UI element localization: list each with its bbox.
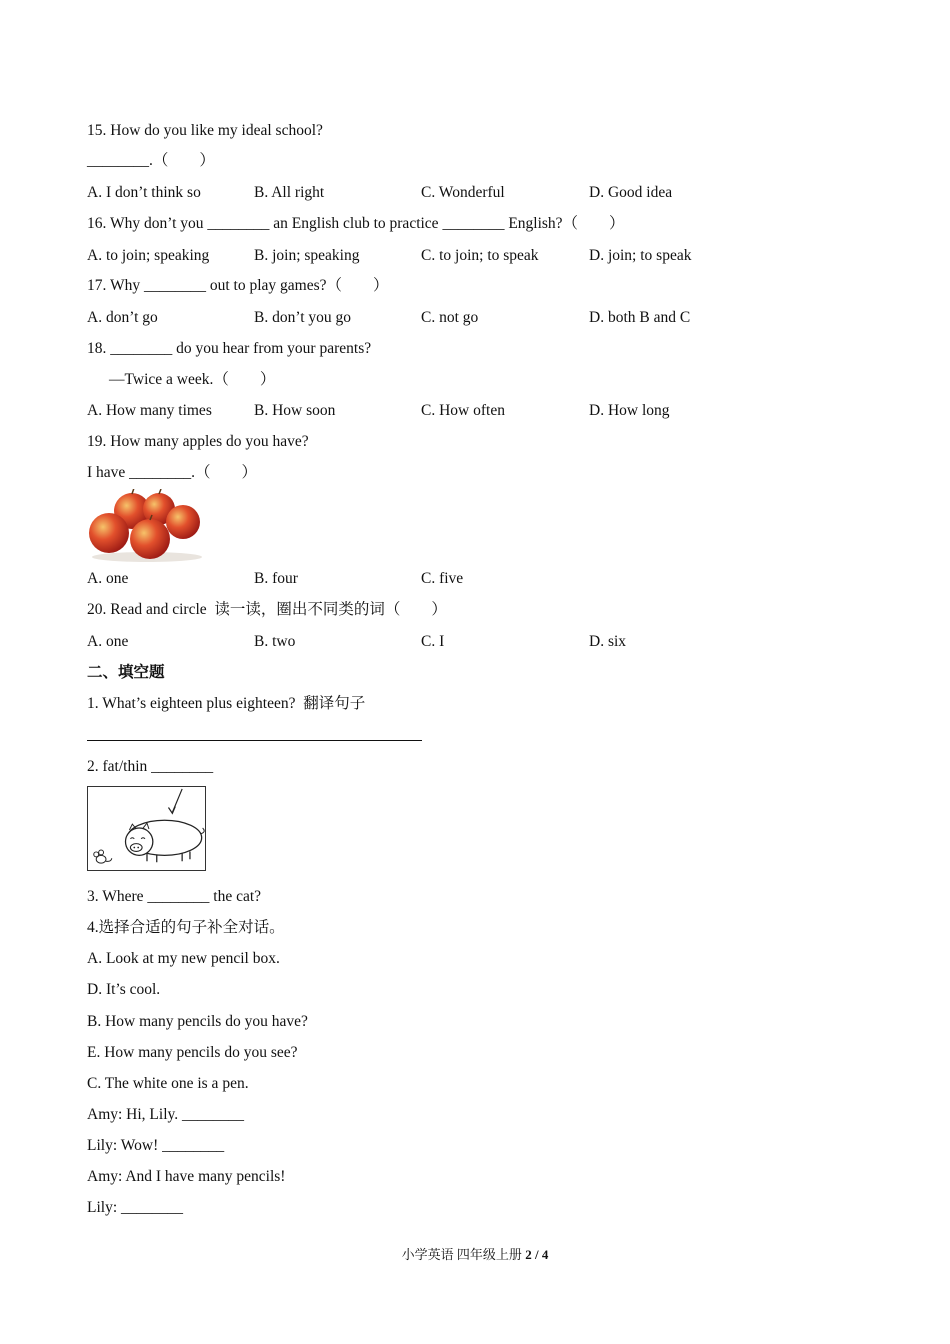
- footer-text: 小学英语 四年级上册: [401, 1247, 526, 1262]
- q17-option-b: B. don’t you go: [254, 309, 352, 326]
- fill-q4-stem: 4.选择合适的句子补全对话。: [87, 919, 285, 936]
- q17-option-a: A. don’t go: [87, 309, 158, 326]
- choice-e: E. How many pencils do you see?: [87, 1044, 298, 1061]
- q16-option-c: C. to join; to speak: [421, 247, 539, 264]
- page-number: 2: [525, 1247, 532, 1262]
- q17-option-d: D. both B and C: [589, 309, 691, 326]
- q19-option-a: A. one: [87, 570, 129, 587]
- page-total: 4: [541, 1247, 549, 1262]
- fill-q2-stem: 2. fat/thin ________: [87, 758, 214, 775]
- fill-q3-stem: 3. Where ________ the cat?: [87, 888, 262, 905]
- section-heading: 二、填空题: [87, 664, 165, 681]
- page-separator: /: [531, 1247, 542, 1262]
- choice-a: A. Look at my new pencil box.: [87, 950, 280, 967]
- q15-answer-blank: ________.（ ）: [87, 152, 215, 169]
- choice-d: D. It’s cool.: [87, 981, 161, 998]
- apples-image: [87, 489, 205, 563]
- q20-option-a: A. one: [87, 633, 129, 650]
- choice-c: C. The white one is a pen.: [87, 1075, 249, 1092]
- dialogue-line-3: Amy: And I have many pencils!: [87, 1168, 286, 1185]
- pig-drawing: [87, 786, 206, 871]
- dialogue-line-2: Lily: Wow! ________: [87, 1137, 225, 1154]
- q20-option-c: C. I: [421, 633, 445, 650]
- q19-option-b: B. four: [254, 570, 298, 587]
- answer-line: [87, 740, 422, 741]
- q20-option-b: B. two: [254, 633, 296, 650]
- q15-stem: 15. How do you like my ideal school?: [87, 122, 323, 139]
- fill-q1-stem: 1. What’s eighteen plus eighteen? 翻译句子: [87, 695, 366, 712]
- q18-option-a: A. How many times: [87, 402, 212, 419]
- choice-b: B. How many pencils do you have?: [87, 1013, 308, 1030]
- dialogue-line-4: Lily: ________: [87, 1199, 184, 1216]
- q16-option-d: D. join; to speak: [589, 247, 692, 264]
- q18-stem: 18. ________ do you hear from your parents?: [87, 340, 372, 357]
- q15-option-c: C. Wonderful: [421, 184, 505, 201]
- dialogue-line-1: Amy: Hi, Lily. ________: [87, 1106, 245, 1123]
- q17-option-c: C. not go: [421, 309, 479, 326]
- page-footer: [0, 1246, 950, 1264]
- q20-option-d: D. six: [589, 633, 627, 650]
- q15-option-d: D. Good idea: [589, 184, 673, 201]
- q18-option-d: D. How long: [589, 402, 670, 419]
- q17-stem: 17. Why ________ out to play games?（ ）: [87, 277, 389, 294]
- q18-response: —Twice a week.（ ）: [109, 371, 276, 388]
- q16-option-a: A. to join; speaking: [87, 247, 210, 264]
- q16-stem: 16. Why don’t you ________ an English club to practice ________ English?（ ）: [87, 215, 625, 232]
- q19-stem: 19. How many apples do you have?: [87, 433, 309, 450]
- q15-option-a: A. I don’t think so: [87, 184, 201, 201]
- q16-option-b: B. join; speaking: [254, 247, 360, 264]
- q18-option-b: B. How soon: [254, 402, 336, 419]
- q19-option-c: C. five: [421, 570, 464, 587]
- q19-answer-blank: I have ________.（ ）: [87, 464, 258, 481]
- q20-stem: 20. Read and circle 读一读，圈出不同类的词（ ）: [87, 601, 447, 618]
- q15-option-b: B. All right: [254, 184, 325, 201]
- q18-option-c: C. How often: [421, 402, 505, 419]
